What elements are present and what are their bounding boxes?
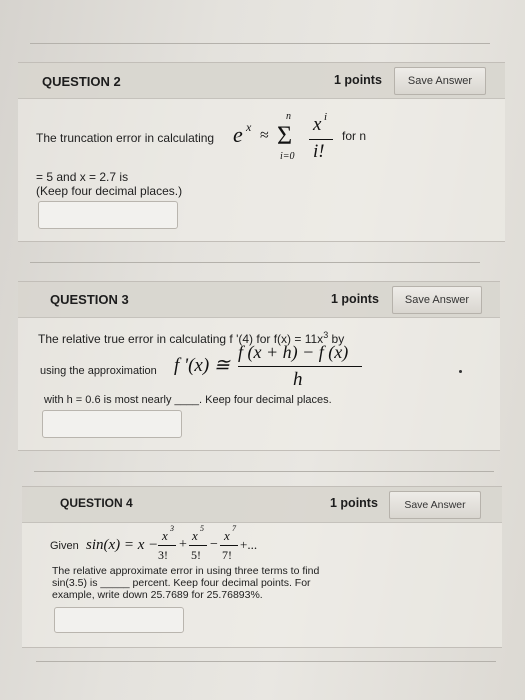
question-2-text: The truncation error in calculating [36,131,215,145]
answer-input-q2[interactable] [38,201,178,229]
question-2-title: QUESTION 2 [42,74,121,89]
question-2-points: 1 points [334,73,382,87]
math-sigma-upper: n [286,111,291,122]
math-plus: + [179,537,187,552]
math-term2-numerator: x [192,528,198,543]
save-answer-button-q2[interactable]: Save Answer [394,67,486,95]
question-4-line2: The relative approximate error in using three terms to find [52,565,320,577]
math-approx: ≈ [260,127,269,144]
fraction-bar [158,545,176,546]
math-derivative-lhs: f '(x) ≅ [174,355,230,376]
question-4-line3: sin(3.5) is _____ percent. Keep four decimal points. For [52,577,311,589]
question-4-header [22,487,502,523]
math-tail: +... [240,537,258,552]
math-numerator-exponent: i [324,111,328,123]
stray-dot [459,370,462,373]
question-3-line1-end: by [331,332,345,346]
math-term1-exponent: 3 [170,524,174,533]
save-answer-button-q4[interactable]: Save Answer [389,491,481,519]
divider [34,471,494,472]
math-sigma: Σ [277,121,293,150]
divider [30,262,480,263]
math-term1-numerator: x [162,528,168,543]
math-derivative-denominator: h [293,369,303,390]
answer-input-q4[interactable] [54,607,184,633]
question-4-points: 1 points [330,496,378,510]
question-3-exponent: 3 [323,330,329,340]
math-e-exponent: x [246,120,252,134]
question-4-title: QUESTION 4 [60,496,133,510]
question-4-line4: example, write down 25.7689 for 25.76893%. [52,589,263,601]
fraction-bar [238,366,362,367]
fraction-bar [189,545,207,546]
question-2-line3: (Keep four decimal places.) [36,184,183,198]
question-2-for-n: for n [342,129,367,143]
question-3-points: 1 points [331,292,379,306]
math-term3-exponent: 7 [232,524,236,533]
fraction-bar [309,139,333,140]
question-3-header [18,282,500,318]
math-term2-exponent: 5 [200,524,204,533]
question-3-line2: using the approximation [40,365,157,377]
question-2-line2: = 5 and x = 2.7 is [36,170,129,184]
math-sin-lhs: sin(x) = x − [86,537,159,553]
math-term2-denominator: 5! [191,548,201,562]
question-4-given: Given [50,540,79,552]
question-3-line1-main: The relative true error in calculating f '(4) for f(x) = 11x [38,332,324,346]
math-numerator: x [313,114,322,135]
question-3-line3: with h = 0.6 is most nearly ____. Keep four decimal places. [44,394,332,406]
question-3-title: QUESTION 3 [50,292,129,307]
math-sigma-lower: i=0 [280,151,295,162]
math-denominator: i! [313,141,325,162]
save-answer-button-q3[interactable]: Save Answer [392,286,482,314]
math-term3-numerator: x [224,528,230,543]
divider [30,43,490,44]
answer-input-q3[interactable] [42,410,182,438]
divider [36,661,496,662]
math-e: e [233,122,243,147]
question-2-header [18,63,505,99]
math-minus: − [210,537,218,552]
math-term1-denominator: 3! [158,548,168,562]
fraction-bar [220,545,238,546]
math-derivative-numerator: f (x + h) − f (x) [238,342,349,362]
math-term3-denominator: 7! [222,548,232,562]
